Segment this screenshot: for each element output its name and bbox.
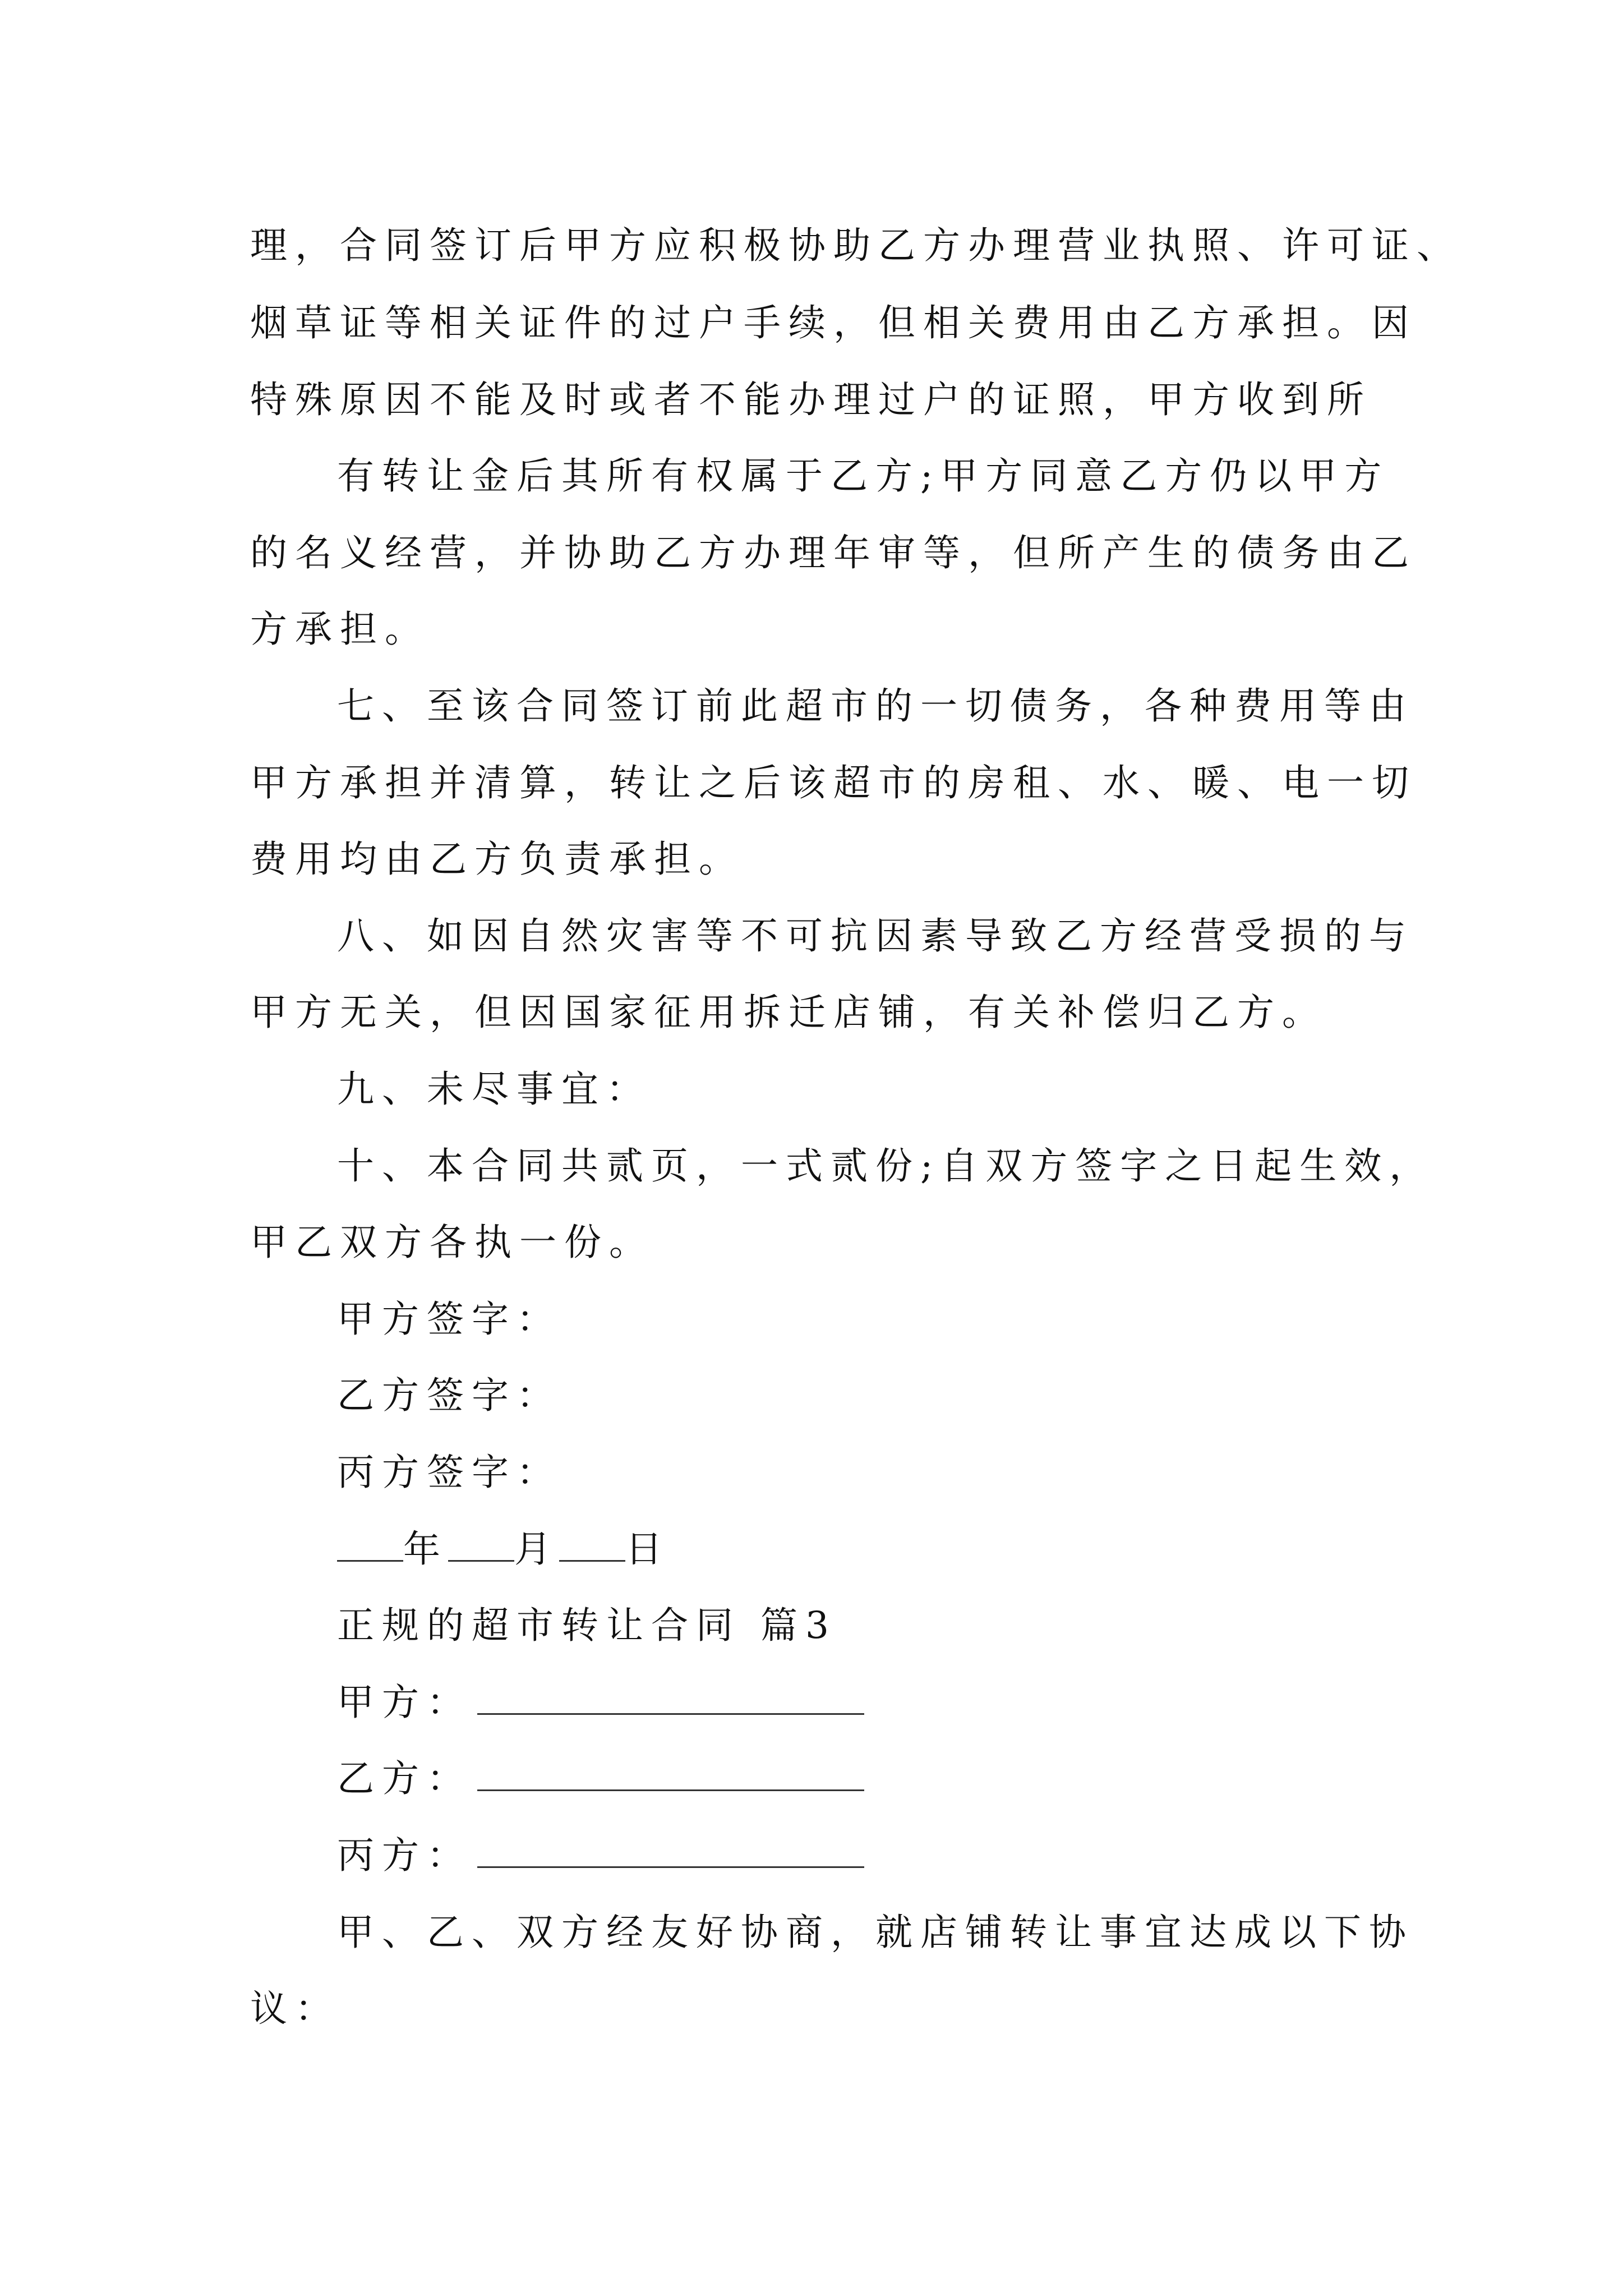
party-c-blank[interactable] <box>477 1832 864 1868</box>
party-a-label: 甲方： <box>337 1681 472 1724</box>
party-b-label: 乙方： <box>337 1757 472 1800</box>
year-blank[interactable] <box>337 1525 403 1562</box>
party-b-line <box>337 1751 864 1807</box>
paragraph-line: 有转让金后其所有权属于乙方;甲方同意乙方仍以甲方 <box>337 454 1390 498</box>
clause-ten-line: 十、本合同共贰页，一式贰份;自双方签字之日起生效， <box>337 1144 1435 1188</box>
signature-party-a: 甲方签字： <box>337 1297 561 1341</box>
clause-seven-line: 七、至该合同签订前此超市的一切债务，各种费用等由 <box>337 684 1414 728</box>
party-b-blank[interactable] <box>477 1755 864 1791</box>
year-label: 年 <box>403 1527 448 1571</box>
paragraph-line: 特殊原因不能及时或者不能办理过户的证照，甲方收到所 <box>250 378 1372 421</box>
signature-party-b: 乙方签字： <box>337 1374 561 1417</box>
clause-seven-line: 费用均由乙方负责承担。 <box>250 838 744 881</box>
signature-party-c: 丙方签字： <box>337 1451 561 1494</box>
section-title: 正规的超市转让合同 篇3 <box>337 1604 837 1647</box>
party-a-line <box>337 1674 864 1731</box>
party-a-blank[interactable] <box>477 1678 864 1715</box>
party-c-line <box>337 1828 864 1884</box>
month-label: 月 <box>514 1527 559 1571</box>
day-blank[interactable] <box>559 1525 625 1562</box>
paragraph-line: 的名义经营，并协助乙方办理年审等，但所产生的债务由乙 <box>250 531 1417 574</box>
clause-eight-line: 甲方无关，但因国家征用拆迁店铺，有关补偿归乙方。 <box>250 991 1327 1034</box>
agreement-intro-line: 议： <box>250 1987 340 2030</box>
party-c-label: 丙方： <box>337 1834 472 1877</box>
agreement-intro-line: 甲、乙、双方经友好协商，就店铺转让事宜达成以下协 <box>337 1911 1414 1954</box>
month-blank[interactable] <box>448 1525 514 1562</box>
day-label: 日 <box>625 1527 670 1571</box>
clause-ten-line: 甲乙双方各执一份。 <box>250 1221 654 1264</box>
paragraph-line: 方承担。 <box>250 608 430 651</box>
clause-seven-line: 甲方承担并清算，转让之后该超市的房租、水、暖、电一切 <box>250 761 1417 804</box>
paragraph-line: 理，合同签订后甲方应积极协助乙方办理营业执照、许可证、 <box>250 224 1461 267</box>
paragraph-line: 烟草证等相关证件的过户手续，但相关费用由乙方承担。因 <box>250 301 1417 344</box>
date-line <box>337 1521 670 1577</box>
clause-nine-line: 九、未尽事宜： <box>337 1068 651 1111</box>
clause-eight-line: 八、如因自然灾害等不可抗因素导致乙方经营受损的与 <box>337 914 1414 958</box>
